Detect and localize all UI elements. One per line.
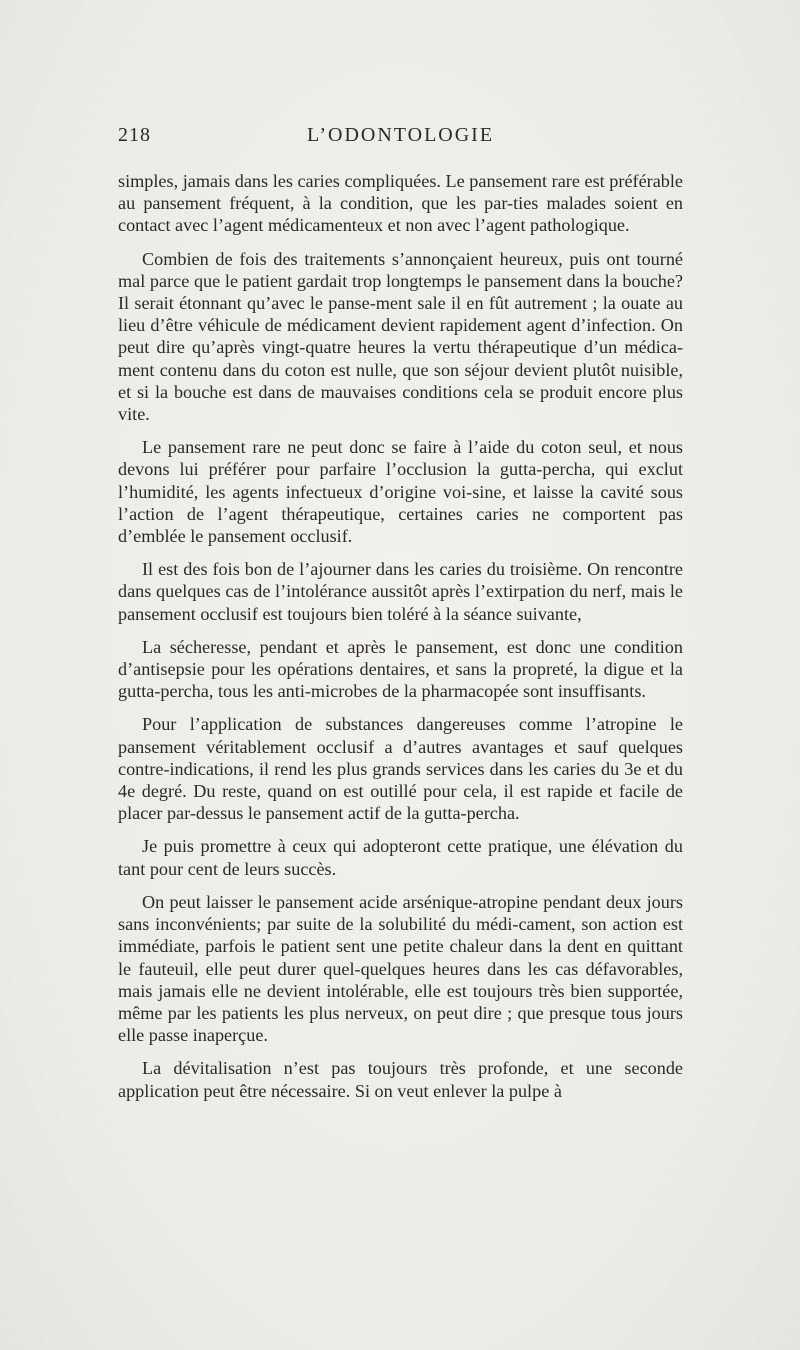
paragraph: Il est des fois bon de l’ajourner dans les caries du troisième. On rencontre dans quelques cas de l’intolérance aussitôt après l’extirpation du nerf, mais le pansement occlusif est toujours bien toléré à la séance suivante, <box>118 559 683 624</box>
paragraph: Pour l’application de substances dangereuses comme l’atropine le pansement véritablement occlusif a d’autres avantages et sauf quelques contre-indications, il rend les plus grands services dans les caries du 3e et du 4e degré. Du reste, quand on est outillé pour cela, il est rapide et facile de placer par-dessus le pansement actif de la gutta-percha. <box>118 714 683 824</box>
page-number: 218 <box>118 124 151 146</box>
body-text <box>118 170 683 1113</box>
paragraph: Le pansement rare ne peut donc se faire à l’aide du coton seul, et nous devons lui préférer pour parfaire l’occlusion la gutta-percha, qui exclut l’humidité, les agents infectueux d’origine voi-sine, et laisse la cavité sous l’action de l’agent thérapeutique, certaines caries ne comportent pas d’emblée le pansement occlusif. <box>118 437 683 547</box>
paragraph: Je puis promettre à ceux qui adopteront cette pratique, une élévation du tant pour cent de leurs succès. <box>118 836 683 879</box>
paragraph: Combien de fois des traitements s’annonçaient heureux, puis ont tourné mal parce que le patient gardait trop longtemps le pansement dans la bouche? Il serait étonnant qu’avec le panse-ment sale il en fût autrement ; la ouate au lieu d’être véhicule de médicament devient rapidement agent d’infection. On peut dire qu’après vingt-quatre heures la vertu thérapeutique d’un médica-ment contenu dans du coton est nulle, que son séjour devient plutôt nuisible, et si la bouche est dans de mauvaises conditions cela se produit encore plus vite. <box>118 248 683 425</box>
running-title: L’ODONTOLOGIE <box>306 124 495 146</box>
paragraph: La sécheresse, pendant et après le pansement, est donc une condition d’antisepsie pour les opérations dentaires, et sans la propreté, la digue et la gutta-percha, tous les anti-microbes de la pharmacopée sont insuffisants. <box>118 636 683 702</box>
paragraph: On peut laisser le pansement acide arsénique-atropine pendant deux jours sans inconvénients; par suite de la solubilité du médi-cament, son action est immédiate, parfois le patient sent une petite chaleur dans la dent en quittant le fauteuil, elle peut durer quel-quelques heures dans les cas défavorables, mais jamais elle ne devient intolérable, elle est toujours très bien supportée, même par les patients les plus nerveux, on peut dire ; que presque tous jours elle passe inaperçue. <box>118 891 683 1046</box>
page-header <box>118 124 683 152</box>
paragraph: simples, jamais dans les caries compliquées. Le pansement rare est préférable au pansement fréquent, à la condition, que les par-ties malades soient en contact avec l’agent médicamenteux et non avec l’agent pathologique. <box>118 171 683 236</box>
paragraph: La dévitalisation n’est pas toujours très profonde, et une seconde application peut être nécessaire. Si on veut enlever la pulpe à <box>118 1058 683 1101</box>
